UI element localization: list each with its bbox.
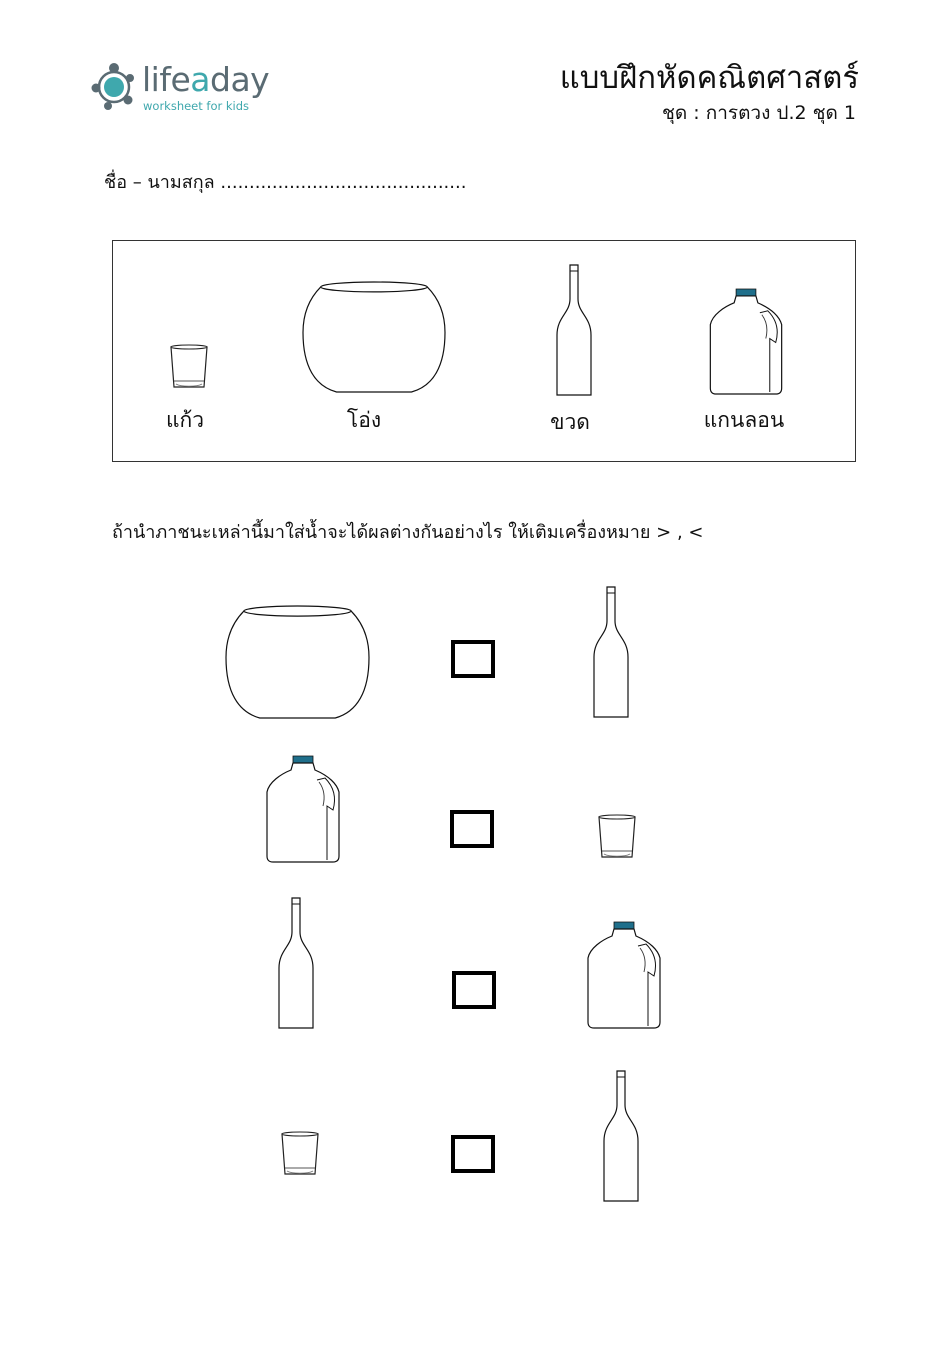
brand-name: lifeaday — [142, 60, 270, 99]
label-jar: โอ่ง — [346, 408, 382, 432]
label-bottle: ขวด — [550, 410, 590, 434]
instruction-text: ถ้านำภาชนะเหล่านี้มาใส่น้ำจะได้ผลต่างกันอย่างไร ให้เติมเครื่องหมาย > , < — [112, 522, 704, 543]
answer-box-2[interactable] — [450, 810, 494, 848]
gallon-icon — [710, 289, 782, 395]
page-title: แบบฝึกหัดคณิตศาสตร์ — [559, 60, 859, 96]
answer-box-4[interactable] — [451, 1135, 495, 1173]
brand-tagline: worksheet for kids — [143, 99, 250, 113]
gallon-icon — [267, 756, 339, 863]
glass-icon — [282, 1132, 318, 1177]
answer-box-1[interactable] — [451, 640, 495, 678]
bottle-icon — [279, 898, 313, 1029]
name-field-label: ชื่อ – นามสกุล — [104, 172, 215, 193]
label-gallon: แกนลอน — [703, 408, 785, 432]
lifeaday-logo-mark — [90, 58, 140, 118]
name-field[interactable] — [104, 171, 466, 195]
glass-icon — [599, 815, 635, 860]
jar-icon — [303, 281, 445, 393]
page-subtitle: ชุด : การตวง ป.2 ชุด 1 — [661, 102, 856, 124]
name-field-blank: ........................................... — [220, 172, 467, 193]
bottle-icon — [604, 1071, 638, 1202]
answer-box-3[interactable] — [452, 971, 496, 1009]
bottle-icon — [557, 265, 591, 396]
bottle-icon — [594, 587, 628, 718]
glass-icon — [171, 345, 207, 390]
gallon-icon — [588, 922, 660, 1029]
jar-icon — [226, 605, 369, 719]
label-glass: แก้ว — [165, 408, 205, 432]
